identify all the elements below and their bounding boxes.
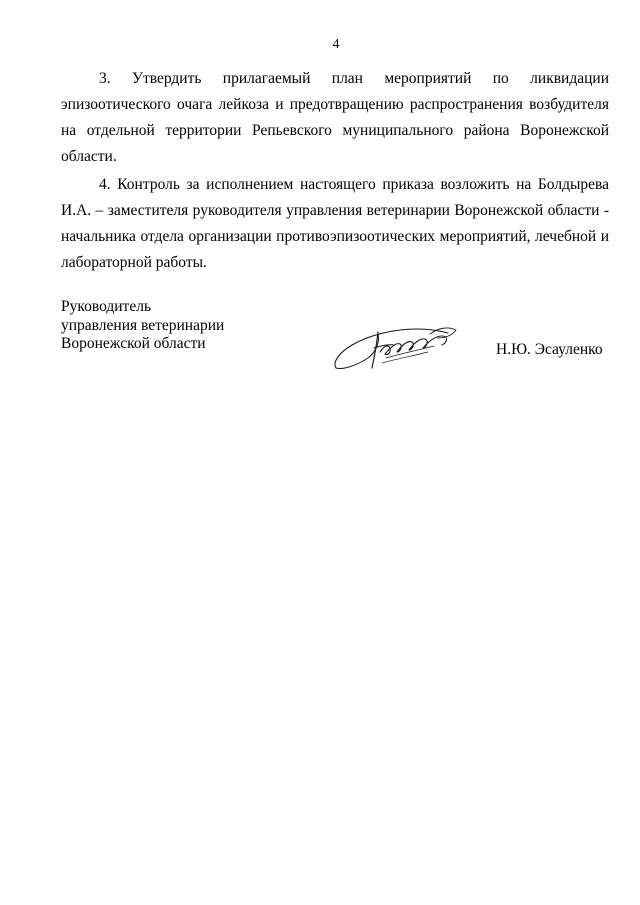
handwritten-signature bbox=[330, 318, 460, 374]
position-line: Воронежской области bbox=[61, 335, 206, 352]
paragraph-item-3: 3. Утвердить прилагаемый план мероприятий по ликвидации эпизоотического очага лейкоза и предотвращению распространения возбудителя на отдельной территории Репьевского муниципального района Воронежской области. bbox=[61, 70, 609, 165]
signer-name: Н.Ю. Эсауленко bbox=[496, 341, 603, 358]
position-line: Руководитель bbox=[61, 298, 152, 315]
position-line: управления ветеринарии bbox=[61, 316, 225, 334]
paragraph-item-4: 4. Контроль за исполнением настоящего приказа возложить на Болдырева И.А. – заместителя руководителя управления ветеринарии Воронежской области - начальника отдела организации противоэпизоотических мероприятий, лечебной и лабораторной работы. bbox=[61, 176, 609, 271]
page-number: 4 bbox=[332, 37, 340, 52]
document-body bbox=[61, 66, 609, 276]
signatory-position bbox=[61, 298, 224, 354]
